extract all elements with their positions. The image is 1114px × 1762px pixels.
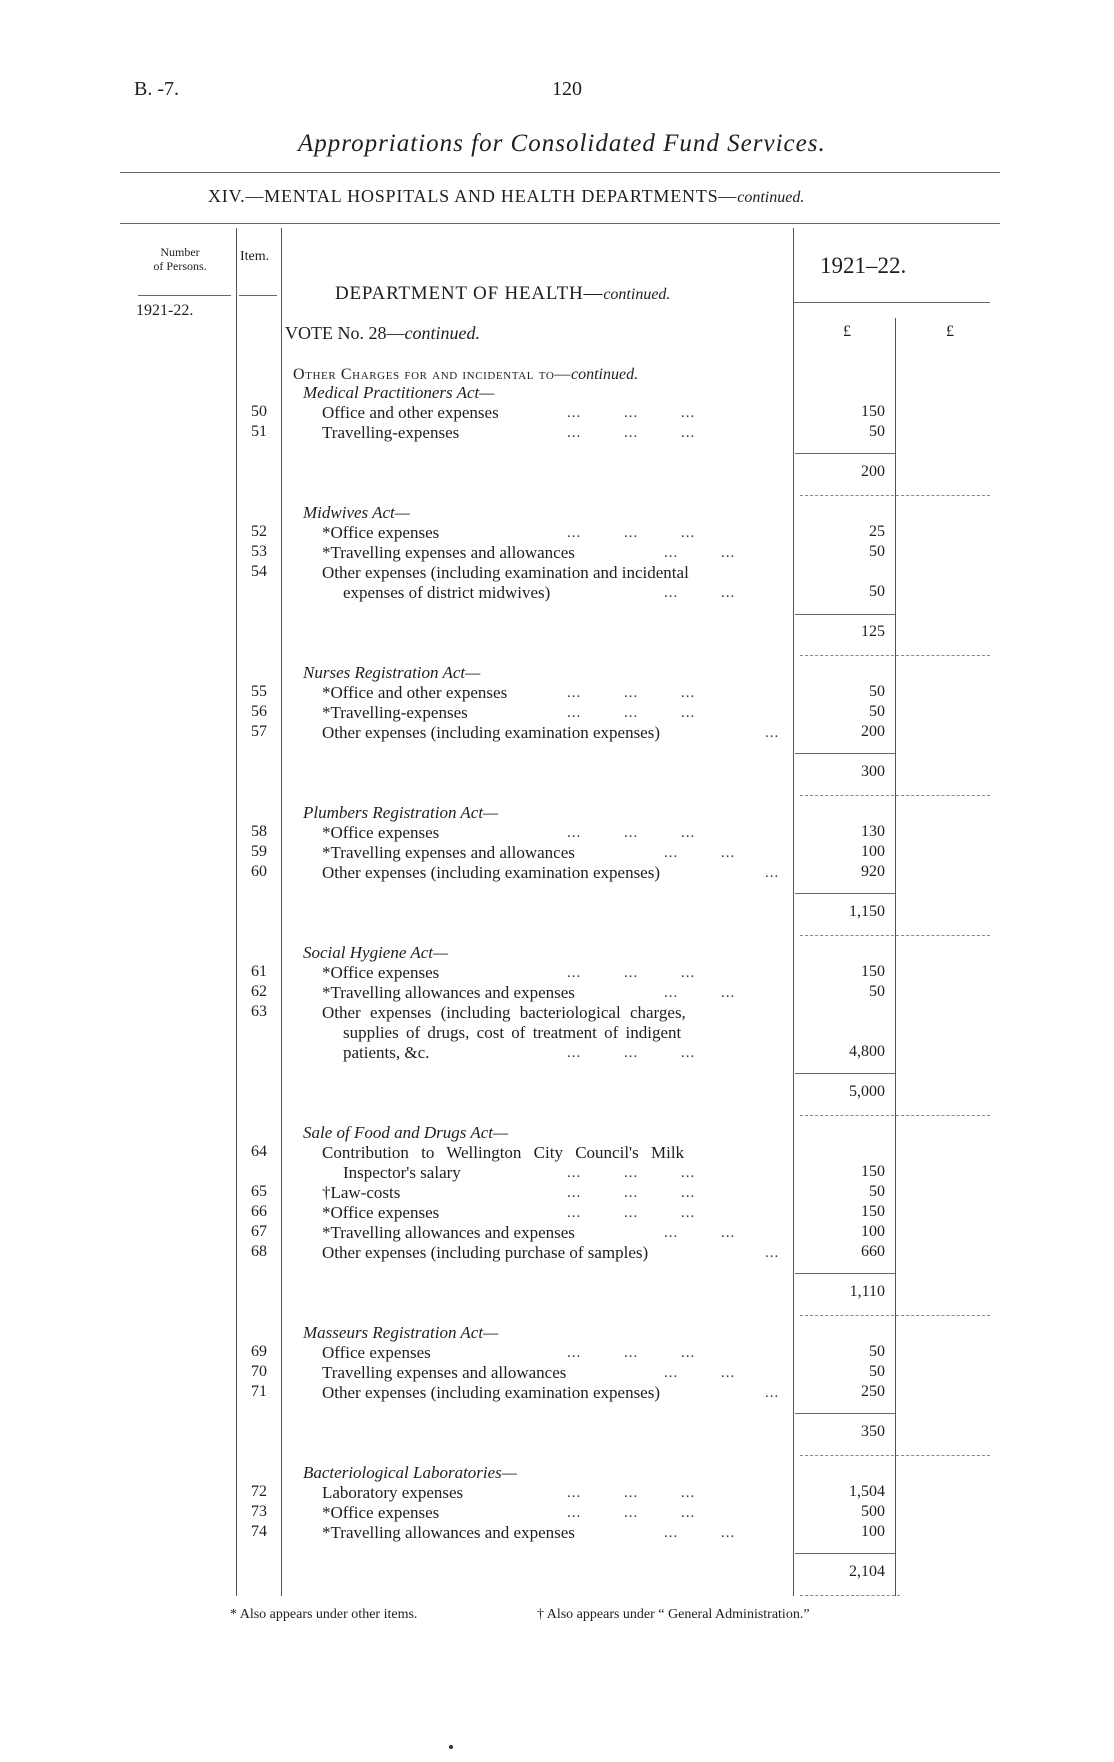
item-number: 66 [251,1203,267,1220]
item-number: 73 [251,1503,267,1520]
line-description: Other expenses (including examination expenses) [322,723,661,742]
group-heading-medical: Medical Practitioners Act— [303,383,495,402]
line-amount: 920 [861,863,885,880]
subtotal-rule [795,1073,895,1074]
item-number: 74 [251,1523,267,1540]
line-description: Office expenses [322,1343,431,1362]
leader-dots: ... ... ... [567,1505,696,1521]
item-number: 68 [251,1243,267,1260]
page-title: Appropriations for Consolidated Fund Services. [298,130,826,157]
leader-dots: ... ... ... [567,1205,696,1221]
line-description: Travelling-expenses [322,423,460,442]
leader-dots: ... ... ... [567,965,696,981]
subtotal-rule [795,753,895,754]
line-description: Other expenses (including examination expenses) [322,863,661,882]
line-amount: 150 [861,1163,885,1180]
column-divider-total [895,318,896,1596]
group-heading-plumbers: Plumbers Registration Act— [303,803,499,822]
group-end-rule [800,655,990,656]
leader-dots: ... [765,865,780,881]
line-description: *Office expenses [322,1503,440,1522]
line-amount: 1,504 [849,1483,885,1500]
section-heading: XIV.—MENTAL HOSPITALS AND HEALTH DEPARTMENTS—continued. [208,186,805,206]
item-number: 54 [251,563,267,580]
group-end-rule [800,495,990,496]
line-description-cont: Inspector's salary [343,1163,461,1182]
leader-dots: ... ... ... [567,1165,696,1181]
group-total: 125 [861,623,885,640]
line-amount: 250 [861,1383,885,1400]
line-description: *Travelling-expenses [322,703,468,722]
line-amount: 100 [861,1523,885,1540]
line-description-cont: patients, &c. [343,1043,430,1062]
item-number: 70 [251,1363,267,1380]
line-description-cont: supplies of drugs, cost of treatment of indigent [343,1023,682,1042]
leader-dots: ... ... ... [567,525,696,541]
leader-dots: ... ... [664,985,736,1001]
line-amount: 50 [869,983,885,1000]
item-header: Item. [240,249,270,264]
line-description: *Office expenses [322,823,440,842]
group-end-rule [800,1595,900,1596]
item-number: 59 [251,843,267,860]
group-total: 300 [861,763,885,780]
group-heading-food: Sale of Food and Drugs Act— [303,1123,509,1142]
group-end-rule [800,1455,990,1456]
line-amount: 50 [869,1343,885,1360]
group-total: 2,104 [849,1563,885,1580]
leader-dots: ... ... ... [567,405,696,421]
line-amount: 130 [861,823,885,840]
line-amount: 150 [861,963,885,980]
column-divider-item [281,228,282,1596]
item-number: 53 [251,543,267,560]
subtotal-rule [795,1413,895,1414]
leader-dots: ... ... [664,845,736,861]
line-amount: 50 [869,1363,885,1380]
line-amount: 200 [861,723,885,740]
group-heading-midwives: Midwives Act— [303,503,410,522]
line-description: *Office and other expenses [322,683,508,702]
persons-rule [138,295,231,296]
leader-dots: ... ... [664,1525,736,1541]
item-number: 58 [251,823,267,840]
line-amount: 50 [869,1183,885,1200]
line-amount: 50 [869,543,885,560]
leader-dots: ... ... [664,545,736,561]
leader-dots: ... ... [664,585,736,601]
item-number: 71 [251,1383,267,1400]
line-amount: 500 [861,1503,885,1520]
line-description: *Travelling allowances and expenses [322,1223,575,1242]
item-rule [239,295,277,296]
currency-col2: £ [946,323,954,340]
group-total: 200 [861,463,885,480]
line-description: *Office expenses [322,1203,440,1222]
item-number: 52 [251,523,267,540]
item-number: 57 [251,723,267,740]
group-total: 1,150 [849,903,885,920]
line-description: *Travelling allowances and expenses [322,983,575,1002]
column-divider-persons [236,228,237,1596]
item-number: 67 [251,1223,267,1240]
group-end-rule [800,795,990,796]
line-amount: 50 [869,583,885,600]
subtotal-rule [795,614,895,615]
item-number: 61 [251,963,267,980]
leader-dots: ... [765,725,780,741]
group-total: 5,000 [849,1083,885,1100]
line-description: Other expenses (including examination expenses) [322,1383,661,1402]
leader-dots: ... ... ... [567,685,696,701]
leader-dots: ... ... ... [567,1045,696,1061]
leader-dots: ... ... [664,1365,736,1381]
leader-dots: ... ... ... [567,1345,696,1361]
title-rule [120,172,1000,173]
line-amount: 4,800 [849,1043,885,1060]
line-description: *Travelling expenses and allowances [322,843,575,862]
group-end-rule [800,1115,990,1116]
currency-col1: £ [843,323,851,340]
leader-dots: ... ... [664,1225,736,1241]
other-charges-heading: Other Charges for and incidental to—continued. [293,366,639,383]
persons-header: Number of Persons. [153,245,207,273]
item-number: 72 [251,1483,267,1500]
item-number: 65 [251,1183,267,1200]
item-number: 50 [251,403,267,420]
item-number: 62 [251,983,267,1000]
group-total: 350 [861,1423,885,1440]
line-amount: 660 [861,1243,885,1260]
line-description: *Travelling expenses and allowances [322,543,575,562]
group-heading-bacteriological: Bacteriological Laboratories— [303,1463,517,1482]
line-description: *Office expenses [322,523,440,542]
item-number: 56 [251,703,267,720]
column-divider-amount [793,228,794,1596]
line-amount: 150 [861,1203,885,1220]
group-total: 1,110 [849,1283,885,1300]
leader-dots: ... [765,1385,780,1401]
print-speck [449,1745,453,1749]
item-number: 64 [251,1143,267,1160]
group-end-rule [800,935,990,936]
document-reference: B. -7. [134,78,179,100]
line-amount: 150 [861,403,885,420]
line-amount: 25 [869,523,885,540]
group-heading-nurses: Nurses Registration Act— [303,663,481,682]
subtotal-rule [795,1553,895,1554]
item-number: 63 [251,1003,267,1020]
line-description-cont: expenses of district midwives) [343,583,551,602]
line-description: Other expenses (including examination and incidental [322,563,689,582]
line-description: Office and other expenses [322,403,499,422]
line-amount: 50 [869,703,885,720]
line-description: *Office expenses [322,963,440,982]
line-description: †Law-costs [322,1183,401,1202]
line-description: Contribution to Wellington City Council's Milk [322,1143,685,1162]
leader-dots: ... ... ... [567,425,696,441]
section-rule [120,223,1000,224]
year-header: 1921–22. [820,253,907,278]
line-amount: 50 [869,683,885,700]
leader-dots: ... ... ... [567,1185,696,1201]
subtotal-rule [795,893,895,894]
leader-dots: ... ... ... [567,705,696,721]
footnote-dagger: † Also appears under “ General Administration.” [537,1607,810,1622]
group-heading-masseurs: Masseurs Registration Act— [303,1323,499,1342]
page-number: 120 [552,78,582,100]
group-end-rule [800,1315,990,1316]
group-heading-social: Social Hygiene Act— [303,943,449,962]
item-number: 55 [251,683,267,700]
line-description: Laboratory expenses [322,1483,464,1502]
line-description: Other expenses (including purchase of samples) [322,1243,649,1262]
department-heading: DEPARTMENT OF HEALTH—continued. [335,283,671,304]
leader-dots: ... ... ... [567,1485,696,1501]
item-number: 69 [251,1343,267,1360]
footnote-star: * Also appears under other items. [230,1607,418,1622]
item-number: 60 [251,863,267,880]
persons-year: 1921-22. [136,302,194,319]
line-description: Travelling expenses and allowances [322,1363,567,1382]
vote-heading: VOTE No. 28—continued. [285,323,480,343]
item-number: 51 [251,423,267,440]
year-rule [794,302,990,303]
leader-dots: ... [765,1245,780,1261]
line-description: Other expenses (including bacteriological charges, [322,1003,686,1022]
leader-dots: ... ... ... [567,825,696,841]
subtotal-rule [795,1273,895,1274]
line-amount: 100 [861,843,885,860]
line-amount: 100 [861,1223,885,1240]
subtotal-rule [795,453,895,454]
line-description: *Travelling allowances and expenses [322,1523,575,1542]
line-amount: 50 [869,423,885,440]
